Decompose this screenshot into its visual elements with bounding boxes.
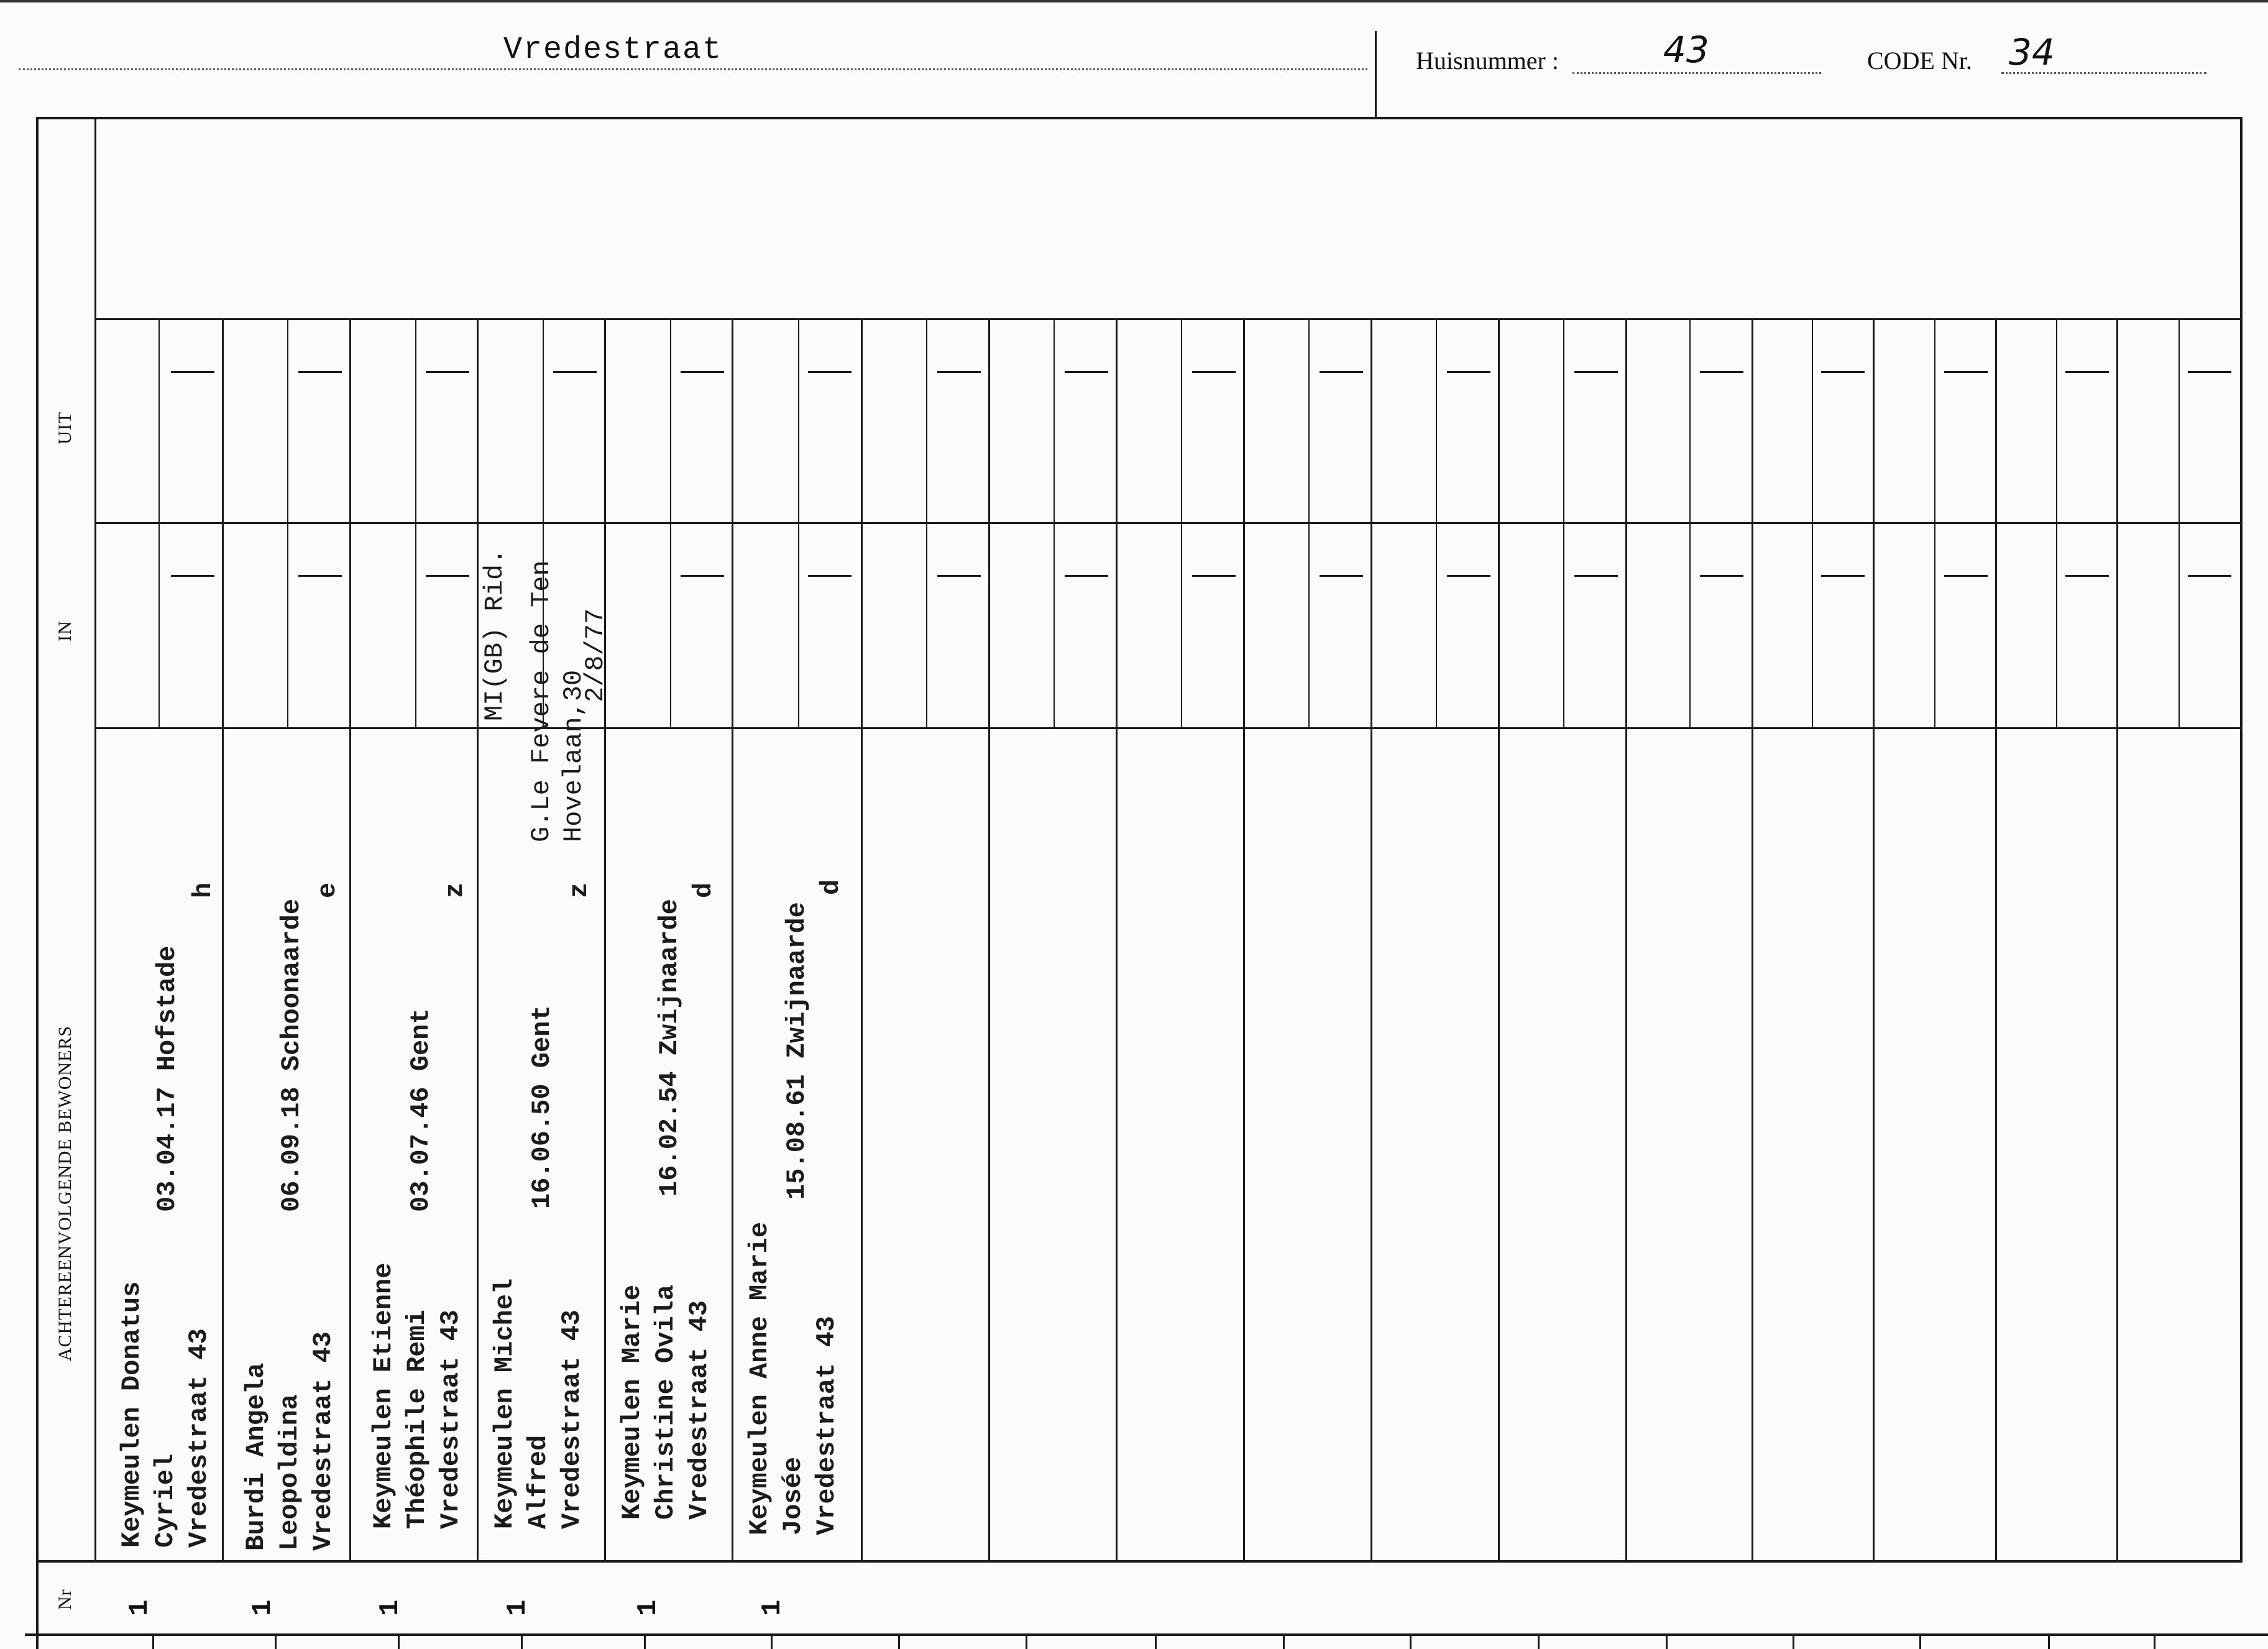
moved-out-note: MI(GB) Rid. xyxy=(480,548,510,721)
resident-mark: d xyxy=(689,882,719,898)
resident-name-line2: Christine Ovila xyxy=(651,1284,681,1520)
street-name: Vredestraat xyxy=(503,32,723,68)
resident-mark: z xyxy=(440,882,470,898)
resident-address: Vredestraat 43 xyxy=(308,1331,338,1551)
resident-mark: e xyxy=(313,882,342,898)
resident-name-line2: Cyriel xyxy=(150,1453,180,1548)
resident-nr: 1 xyxy=(502,1599,533,1616)
house-number-dotted-line xyxy=(1572,72,1821,74)
resident-birth: 15.08.61 Zwijnaarde xyxy=(782,902,812,1200)
resident-nr: 1 xyxy=(124,1599,155,1616)
top-edge xyxy=(0,0,2268,2)
resident-address: Vredestraat 43 xyxy=(557,1310,587,1529)
resident-birth: 16.06.50 Gent xyxy=(527,1005,557,1209)
resident-nr: 1 xyxy=(375,1599,406,1616)
resident-name-line1: Keymeulen Anne Marie xyxy=(745,1221,774,1535)
street-dotted-line xyxy=(19,68,1367,70)
resident-birth: 06.09.18 Schoonaarde xyxy=(277,898,306,1212)
resident-address: Vredestraat 43 xyxy=(436,1310,466,1529)
resident-mark: d xyxy=(816,879,846,895)
resident-name-line1: Keymeulen Michel xyxy=(490,1278,520,1529)
resident-birth: 16.02.54 Zwijnaarde xyxy=(654,899,684,1197)
resident-name-line1: Keymeulen Etienne xyxy=(369,1262,398,1529)
in-row-label: IN xyxy=(55,620,75,641)
resident-mark: z xyxy=(564,882,594,898)
resident-address: Vredestraat 43 xyxy=(684,1300,714,1520)
resident-name-line2: Alfred xyxy=(523,1435,553,1529)
resident-mark: h xyxy=(188,882,218,898)
resident-name-line1: Keymeulen Donatus xyxy=(117,1281,147,1548)
resident-name-line2: Josée xyxy=(778,1456,808,1535)
nr-row-label: Nr xyxy=(55,1589,75,1610)
moved-in-note: G.Le Fevere de Ten Hovelaan,30 xyxy=(526,560,589,842)
resident-name-line1: Keymeulen Marie xyxy=(617,1284,647,1520)
resident-nr: 1 xyxy=(247,1599,278,1616)
residents-row-label: ACHTEREENVOLGENDE BEWONERS xyxy=(55,1025,75,1361)
resident-birth: 03.04.17 Hofstade xyxy=(152,945,182,1212)
code-value: 34 xyxy=(2009,31,2055,73)
resident-address: Vredestraat 43 xyxy=(812,1316,842,1535)
resident-nr: 1 xyxy=(757,1599,788,1616)
resident-birth: 03.07.46 Gent xyxy=(406,1008,436,1212)
resident-name-line2: Leopoldina xyxy=(275,1394,305,1551)
uit-row-label: UIT xyxy=(55,411,75,444)
header-divider xyxy=(1375,31,1377,118)
resident-nr: 1 xyxy=(633,1599,664,1616)
house-number-value: 43 xyxy=(1663,29,1709,71)
moved-out-date: 2/8/77 xyxy=(581,608,610,702)
resident-address: Vredestraat 43 xyxy=(184,1328,214,1548)
code-dotted-line xyxy=(2001,72,2206,74)
code-label: CODE Nr. xyxy=(1867,47,1972,75)
house-number-label: Huisnummer : xyxy=(1416,47,1559,75)
resident-name-line1: Burdi Angela xyxy=(241,1362,271,1551)
resident-name-line2: Théophile Remi xyxy=(402,1310,432,1529)
